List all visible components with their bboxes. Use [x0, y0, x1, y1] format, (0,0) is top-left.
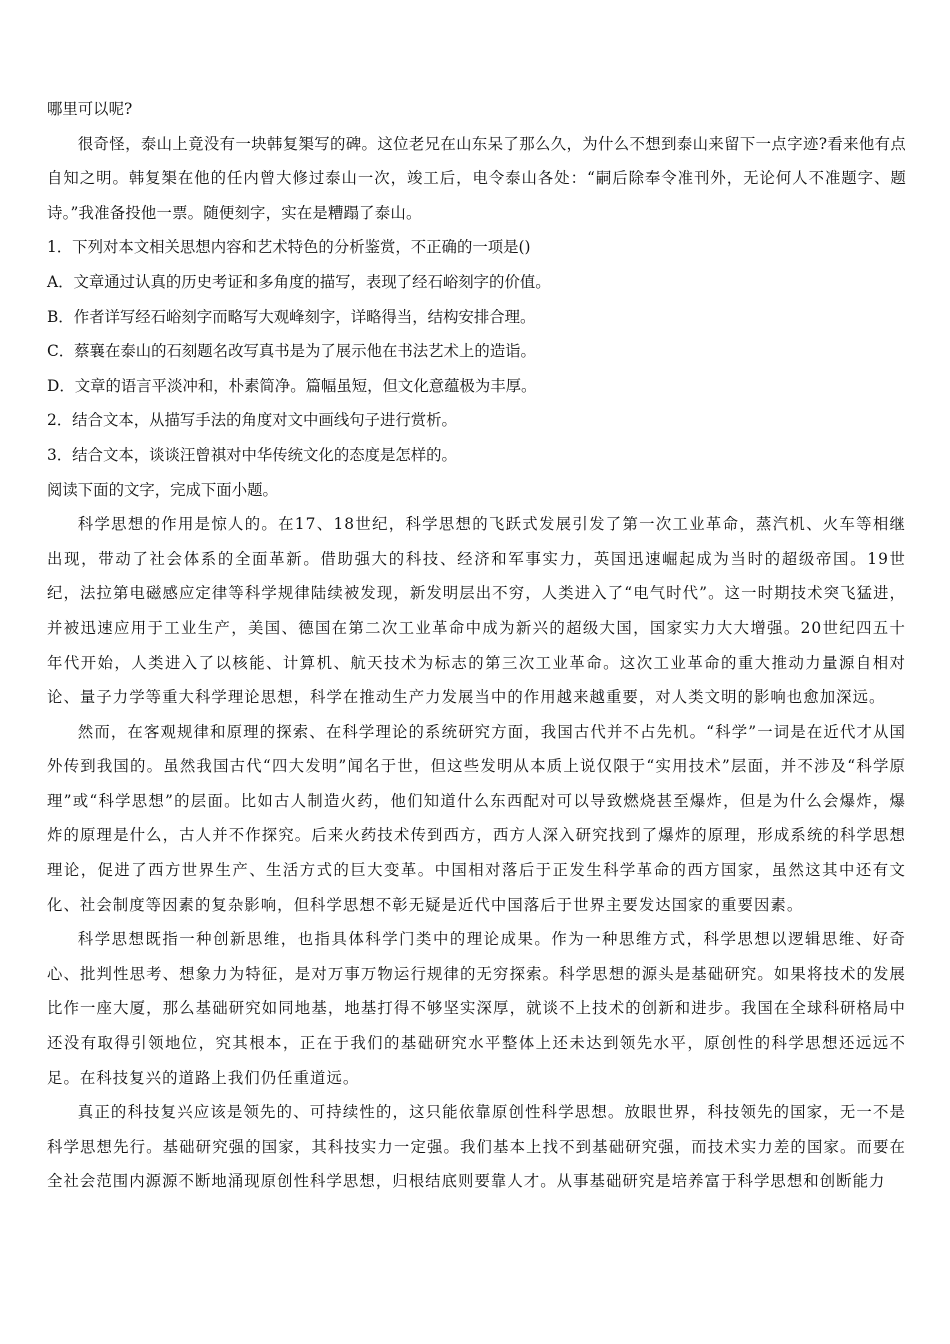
question-1-option-b: B．作者详写经石峪刻字而略写大观峰刻字，详略得当，结构安排合理。 — [47, 307, 536, 326]
reading-section-2 — [47, 473, 906, 1199]
question-3: 3．结合文本，谈谈汪曾祺对中华传统文化的态度是怎样的。 — [47, 445, 457, 464]
question-block — [47, 230, 906, 472]
question-1-stem: 1．下列对本文相关思想内容和艺术特色的分析鉴赏，不正确的一项是() — [47, 238, 531, 257]
opening-line: 哪里可以呢? — [47, 100, 133, 118]
paragraph-tech-revival: 真正的科技复兴应该是领先的、可持续性的，这只能依靠原创性科学思想。放眼世界，科技领先的国家，无一不是科学思想先行。基础研究强的国家，其科技实力一定强。我们基本上找不到基础研究强，而技术实力差的国家。而要在全社会范围内源源不断地涌现原创性科学思想，归根结底则要靠人才。从事基础研究是培养富于科学思想和创断能力 — [47, 1103, 906, 1191]
paragraph-scientific-thought: 科学思想既指一种创新思维，也指具体科学门类中的理论成果。作为一种思维方式，科学思想以逻辑思维、好奇心、批判性思考、想象力为特征，是对万事万物运行规律的无穷探索。科学思想的源头是基础研究。如果将技术的发展比作一座大厦，那么基础研究如同地基，地基打得不够坚实深厚，就谈不上技术的创新和进步。我国在全球科研格局中还没有取得引领地位，究其根本，正在于我们的基础研究水平整体上还未达到领先水平，原创性的科学思想还远远不足。在科技复兴的道路上我们仍任重道远。 — [47, 930, 906, 1087]
paragraph-han-fuju: 很奇怪，泰山上竟没有一块韩复榘写的碑。这位老兄在山东呆了那么久，为什么不想到泰山来留下一点字迹?看来他有点自知之明。韩复榘在他的任内曾大修过泰山一次，竣工后，电令泰山各处：“嗣后除奉令准刊外，无论何人不准题字、题诗。”我准备投他一票。随便刻字，实在是糟蹋了泰山。 — [47, 134, 906, 222]
question-1-option-d: D．文章的语言平淡冲和，朴素简净。篇幅虽短，但文化意蕴极为丰厚。 — [47, 376, 537, 395]
question-1-option-c: C．蔡襄在泰山的石刻题名改写真书是为了展示他在书法艺术上的造诣。 — [47, 342, 536, 361]
paragraph-ancient-china: 然而，在客观规律和原理的探索、在科学理论的系统研究方面，我国古代并不占先机。“科学”一词是在近代才从国外传到我国的。虽然我国古代“四大发明”闻名于世，但这些发明从本质上说仅限于“实用技术”层面，并不涉及“科学原理”或“科学思想”的层面。比如古人制造火药，他们知道什么东西配对可以导致燃烧甚至爆炸，但是为什么会爆炸，爆炸的原理是什么，古人并不作探究。后来火药技术传到西方，西方人深入研究找到了爆炸的原理，形成系统的科学思想理论，促进了西方世界生产、生活方式的巨大变革。中国相对落后于正发生科学革命的西方国家，虽然这其中还有文化、社会制度等因素的复杂影响，但科学思想不彰无疑是近代中国落后于世界主要发达国家的重要因素。 — [47, 722, 906, 914]
question-2: 2．结合文本，从描写手法的角度对文中画线句子进行赏析。 — [47, 411, 457, 430]
question-1-option-a: A．文章通过认真的历史考证和多角度的描写，表现了经石峪刻字的价值。 — [47, 272, 551, 291]
reading-instruction: 阅读下面的文字，完成下面小题。 — [47, 480, 278, 499]
paragraph-industrial-revolution: 科学思想的作用是惊人的。在17、18世纪，科学思想的飞跃式发展引发了第一次工业革命，蒸汽机、火车等相继出现，带动了社会体系的全面革新。借助强大的科技、经济和军事实力，英国迅速崛起成为当时的超级帝国。19世纪，法拉第电磁感应定律等科学规律陆续被发现，新发明层出不穷，人类进入了“电气时代”。这一时期技术突飞猛进，并被迅速应用于工业生产，美国、德国在第二次工业革命中成为新兴的超级大国，国家实力大大增强。20世纪四五十年代开始，人类进入了以核能、计算机、航天技术为标志的第三次工业革命。这次工业革命的重大推动力量源自相对论、量子力学等重大科学理论思想，科学在推动生产力发展当中的作用越来越重要，对人类文明的影响也愈加深远。 — [47, 515, 906, 707]
